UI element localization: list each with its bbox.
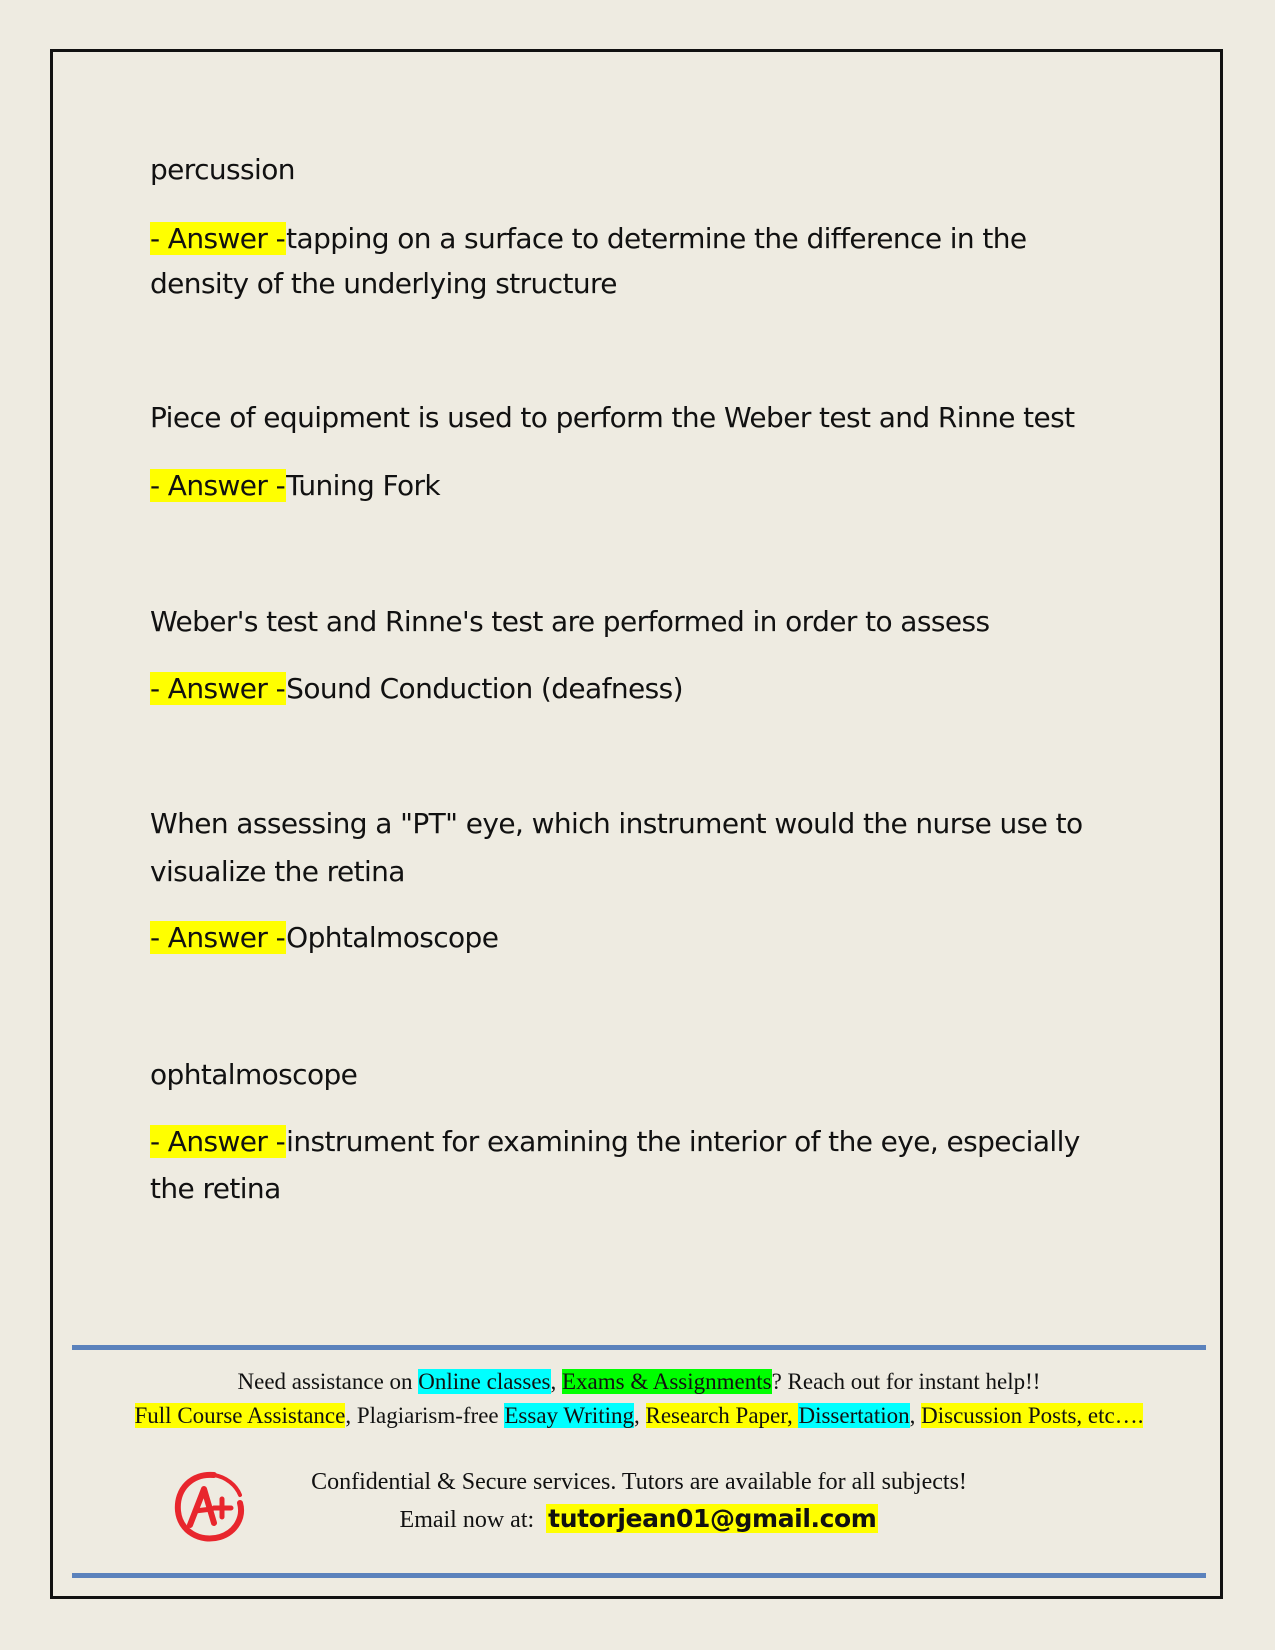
answer-tag: - Answer - — [150, 1125, 286, 1158]
answer-text: Ophtalmoscope — [286, 921, 499, 954]
footer-text: , — [550, 1369, 562, 1394]
answer-line — [150, 221, 1027, 257]
footer-top-rule — [72, 1345, 1206, 1350]
answer-line — [150, 1124, 1080, 1160]
email-link[interactable]: tutorjean01@gmail.com — [548, 1504, 877, 1533]
exams-assignments-highlight: Exams & Assignments — [562, 1369, 772, 1394]
footer-confidential-line: Confidential & Secure services. Tutors are available for all subjects! — [311, 1469, 967, 1495]
answer-text: Tuning Fork — [286, 469, 441, 502]
footer-email-line — [72, 1502, 1206, 1537]
answer-text: Sound Conduction (deafness) — [286, 672, 683, 705]
answer-text: the retina — [150, 1172, 281, 1205]
footer-text: ? Reach out for instant help!! — [771, 1369, 1041, 1394]
answer-tag: - Answer - — [150, 921, 286, 954]
footer-text: Need assistance on — [237, 1369, 419, 1394]
answer-text: tapping on a surface to determine the difference in the — [286, 222, 1027, 255]
question-text: Piece of equipment is used to perform the Weber test and Rinne test — [150, 401, 1075, 434]
question-text: percussion — [150, 153, 295, 186]
answer-tag: - Answer - — [150, 672, 286, 705]
question-text: Weber's test and Rinne's test are performed in order to assess — [150, 605, 990, 638]
answer-text: density of the underlying structure — [150, 267, 617, 300]
answer-line — [150, 671, 683, 707]
email-label: Email now at: — [399, 1507, 547, 1533]
online-classes-highlight: Online classes — [418, 1369, 551, 1394]
essay-writing-highlight: Essay Writing — [504, 1403, 634, 1428]
footer-text: , Plagiarism-free — [345, 1403, 505, 1428]
question-text: visualize the retina — [150, 855, 405, 888]
footer-bottom-rule — [72, 1573, 1206, 1578]
question-text: ophtalmoscope — [150, 1058, 358, 1091]
footer-text: , — [634, 1403, 646, 1428]
research-paper-highlight: Research Paper, — [645, 1403, 799, 1428]
answer-tag: - Answer - — [150, 222, 286, 255]
answer-line — [150, 920, 498, 956]
footer-text: , — [909, 1403, 922, 1428]
footer-promo-line — [72, 1366, 1206, 1398]
answer-tag: - Answer - — [150, 469, 286, 502]
dissertation-highlight: Dissertation — [798, 1403, 910, 1428]
discussion-posts-highlight: Discussion Posts, etc…. — [921, 1403, 1144, 1428]
full-course-highlight: Full Course Assistance — [134, 1403, 346, 1428]
answer-line — [150, 468, 440, 504]
footer-services-line — [72, 1400, 1206, 1432]
answer-text: instrument for examining the interior of the eye, especially — [286, 1125, 1080, 1158]
question-text: When assessing a "PT" eye, which instrument would the nurse use to — [150, 807, 1083, 840]
